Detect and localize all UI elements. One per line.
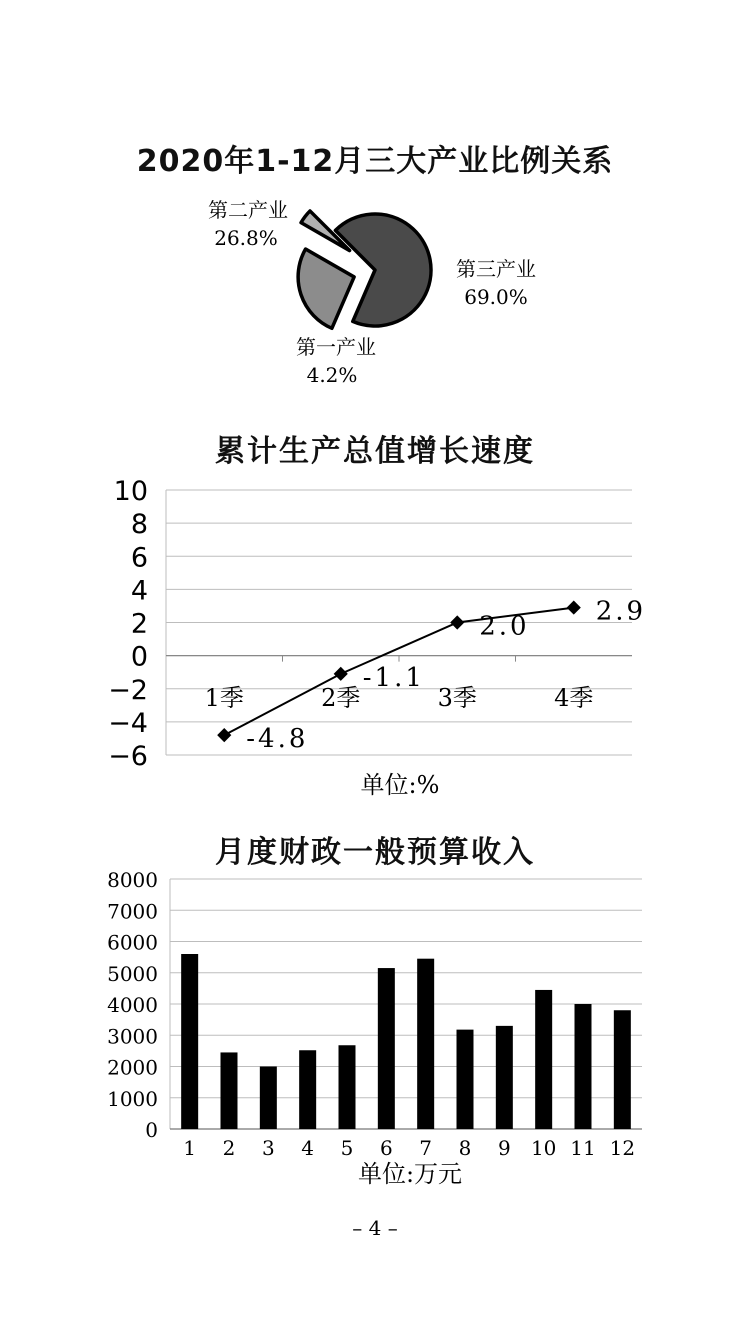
- bar-category-label: 2: [222, 1136, 236, 1160]
- bar-ytick-label: 8000: [107, 868, 158, 892]
- line-category-label: 1季: [204, 684, 244, 712]
- bar-month-5: [339, 1045, 356, 1129]
- bar-month-1: [181, 954, 198, 1129]
- bar-month-7: [417, 959, 434, 1129]
- bar-ytick-label: 7000: [107, 899, 158, 924]
- line-data-label: -1.1: [362, 662, 425, 693]
- bar-ytick-label: 6000: [107, 930, 158, 955]
- pie-label-primary-name: 第一产业: [296, 335, 376, 359]
- line-ytick-label: 6: [130, 542, 148, 574]
- pie-label-secondary-name: 第二产业: [208, 198, 288, 222]
- bar-ytick-label: 4000: [107, 993, 158, 1017]
- line-data-point: [567, 601, 581, 615]
- bar-ytick-label: 3000: [107, 1024, 158, 1049]
- line-ytick-label: 8: [130, 509, 148, 541]
- bar-category-label: 1: [183, 1136, 197, 1160]
- line-data-label: -4.8: [246, 724, 309, 755]
- page-number: – 4 –: [352, 1216, 398, 1240]
- line-chart-unit-label: 单位:%: [360, 771, 440, 799]
- line-chart-title: 累计生产总值增长速度: [215, 434, 535, 469]
- bar-month-2: [221, 1052, 238, 1129]
- bar-category-label: 12: [609, 1136, 636, 1160]
- bar-chart-title: 月度财政一般预算收入: [215, 835, 535, 870]
- line-ytick-label: −4: [108, 707, 148, 739]
- pie-slice-tertiary: [335, 214, 431, 326]
- line-ytick-label: 4: [130, 575, 148, 607]
- bar-month-8: [457, 1030, 474, 1129]
- bar-category-label: 9: [497, 1136, 511, 1160]
- bar-ytick-label: 2000: [107, 1055, 158, 1080]
- bar-category-label: 4: [301, 1136, 315, 1160]
- line-ytick-label: −6: [108, 741, 148, 772]
- pie-label-primary-value: 4.2%: [306, 363, 358, 387]
- bar-chart: [0, 865, 750, 1195]
- bar-chart-unit-label: 单位:万元: [357, 1160, 463, 1188]
- line-category-label: 3季: [437, 684, 477, 712]
- bar-month-12: [614, 1010, 631, 1129]
- line-data-label: 2.9: [595, 596, 647, 627]
- pie-slice-secondary: [298, 249, 354, 328]
- bar-month-6: [378, 968, 395, 1129]
- line-category-label: 2季: [321, 684, 361, 712]
- bar-category-label: 6: [379, 1136, 393, 1160]
- pie-label-secondary-value: 26.8%: [214, 226, 278, 250]
- bar-month-10: [535, 990, 552, 1129]
- line-data-point: [450, 615, 464, 629]
- line-data-point: [217, 728, 231, 742]
- line-ytick-label: 2: [130, 608, 148, 640]
- bar-category-label: 3: [261, 1136, 275, 1160]
- bar-month-3: [260, 1067, 277, 1130]
- bar-category-label: 8: [458, 1136, 472, 1160]
- pie-chart-title: 2020年1-12月三大产业比例关系: [136, 144, 614, 179]
- bar-ytick-label: 1000: [107, 1086, 158, 1111]
- bar-ytick-label: 5000: [107, 961, 158, 986]
- line-ytick-label: 10: [113, 476, 148, 507]
- bar-category-label: 10: [530, 1136, 557, 1160]
- line-data-label: 2.0: [479, 611, 530, 642]
- bar-month-9: [496, 1026, 513, 1129]
- bar-month-4: [299, 1050, 316, 1129]
- line-ytick-label: 0: [130, 641, 148, 673]
- line-category-label: 4季: [554, 684, 594, 712]
- pie-label-tertiary-value: 69.0%: [464, 285, 528, 309]
- line-chart: [0, 470, 750, 810]
- bar-month-11: [575, 1004, 592, 1129]
- bar-category-label: 7: [419, 1136, 433, 1160]
- pie-label-tertiary-name: 第三产业: [456, 257, 536, 281]
- line-data-point: [334, 667, 348, 681]
- pie-chart: [0, 190, 750, 410]
- bar-category-label: 11: [570, 1136, 596, 1160]
- bar-category-label: 5: [340, 1136, 354, 1160]
- bar-ytick-label: 0: [145, 1118, 158, 1142]
- line-ytick-label: −2: [108, 674, 148, 706]
